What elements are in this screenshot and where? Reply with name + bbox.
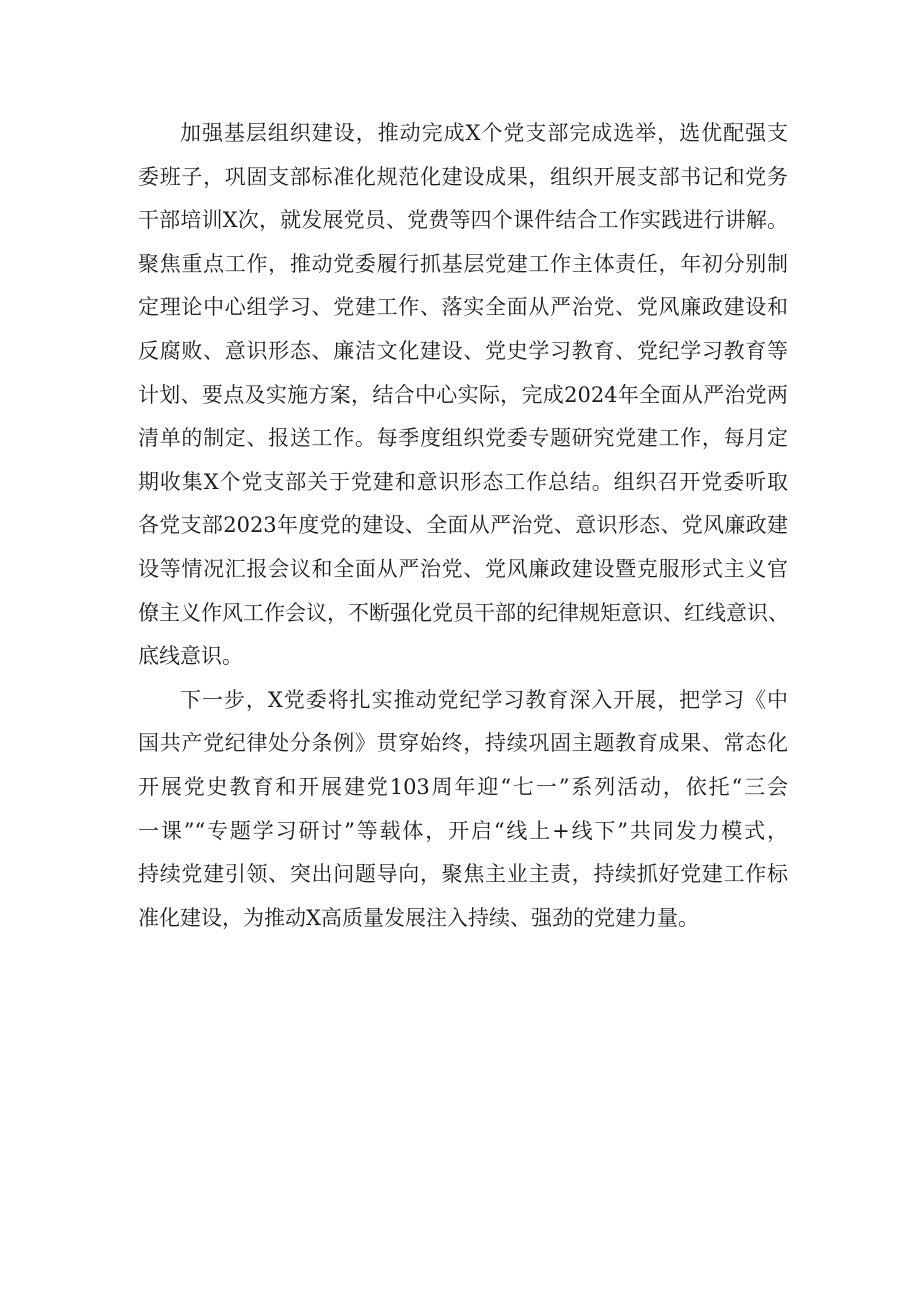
paragraph-2-line-6: 准化建设，为推动X高质量发展注入持续、强劲的党建力量。 bbox=[138, 905, 699, 930]
paragraph-1-line-8: 清单的制定、报送工作。每季度组织党委专题研究党建工作，每月定 bbox=[138, 426, 788, 451]
paragraph-1-line-11: 设等情况汇报会议和全面从严治党、党风廉政建设暨克服形式主义官 bbox=[138, 556, 788, 581]
paragraph-2-line-1: 下一步，X党委将扎实推动党纪学习教育深入开展，把学习《中 bbox=[180, 687, 788, 712]
paragraph-2-line-3: 开展党史教育和开展建党103周年迎“七一”系列活动，依托“三会 bbox=[138, 774, 788, 799]
paragraph-2-line-4: 一课”“专题学习研讨”等载体，开启“线上+线下”共同发力模式， bbox=[138, 818, 788, 843]
paragraph-1-line-10: 各党支部2023年度党的建设、全面从严治党、意识形态、党风廉政建 bbox=[138, 513, 788, 538]
paragraph-1-line-5: 定理论中心组学习、党建工作、落实全面从严治党、党风廉政建设和 bbox=[138, 295, 788, 320]
paragraph-1-line-7: 计划、要点及实施方案，结合中心实际，完成2024年全面从严治党两 bbox=[138, 382, 788, 407]
paragraph-1-line-2: 委班子，巩固支部标准化规范化建设成果，组织开展支部书记和党务 bbox=[138, 164, 788, 189]
document-body bbox=[138, 112, 788, 940]
paragraph-2-line-5: 持续党建引领、突出问题导向，聚焦主业主责，持续抓好党建工作标 bbox=[138, 862, 788, 887]
paragraph-1-line-9: 期收集X个党支部关于党建和意识形态工作总结。组织召开党委听取 bbox=[138, 469, 788, 494]
paragraph-2-line-2: 国共产党纪律处分条例》贯穿始终，持续巩固主题教育成果、常态化 bbox=[138, 731, 788, 756]
paragraph-1-line-6: 反腐败、意识形态、廉洁文化建设、党史学习教育、党纪学习教育等 bbox=[138, 338, 788, 363]
paragraph-1-line-12: 僚主义作风工作会议，不断强化党员干部的纪律规矩意识、红线意识、 bbox=[138, 600, 789, 625]
paragraph-1-line-3: 干部培训X次，就发展党员、党费等四个课件结合工作实践进行讲解。 bbox=[138, 208, 788, 233]
paragraph-1-line-1: 加强基层组织建设，推动完成X个党支部完成选举，选优配强支 bbox=[180, 121, 788, 145]
paragraph-1-line-4: 聚焦重点工作，推动党委履行抓基层党建工作主体责任，年初分别制 bbox=[138, 251, 788, 276]
paragraph-1-line-13: 底线意识。 bbox=[138, 644, 243, 669]
